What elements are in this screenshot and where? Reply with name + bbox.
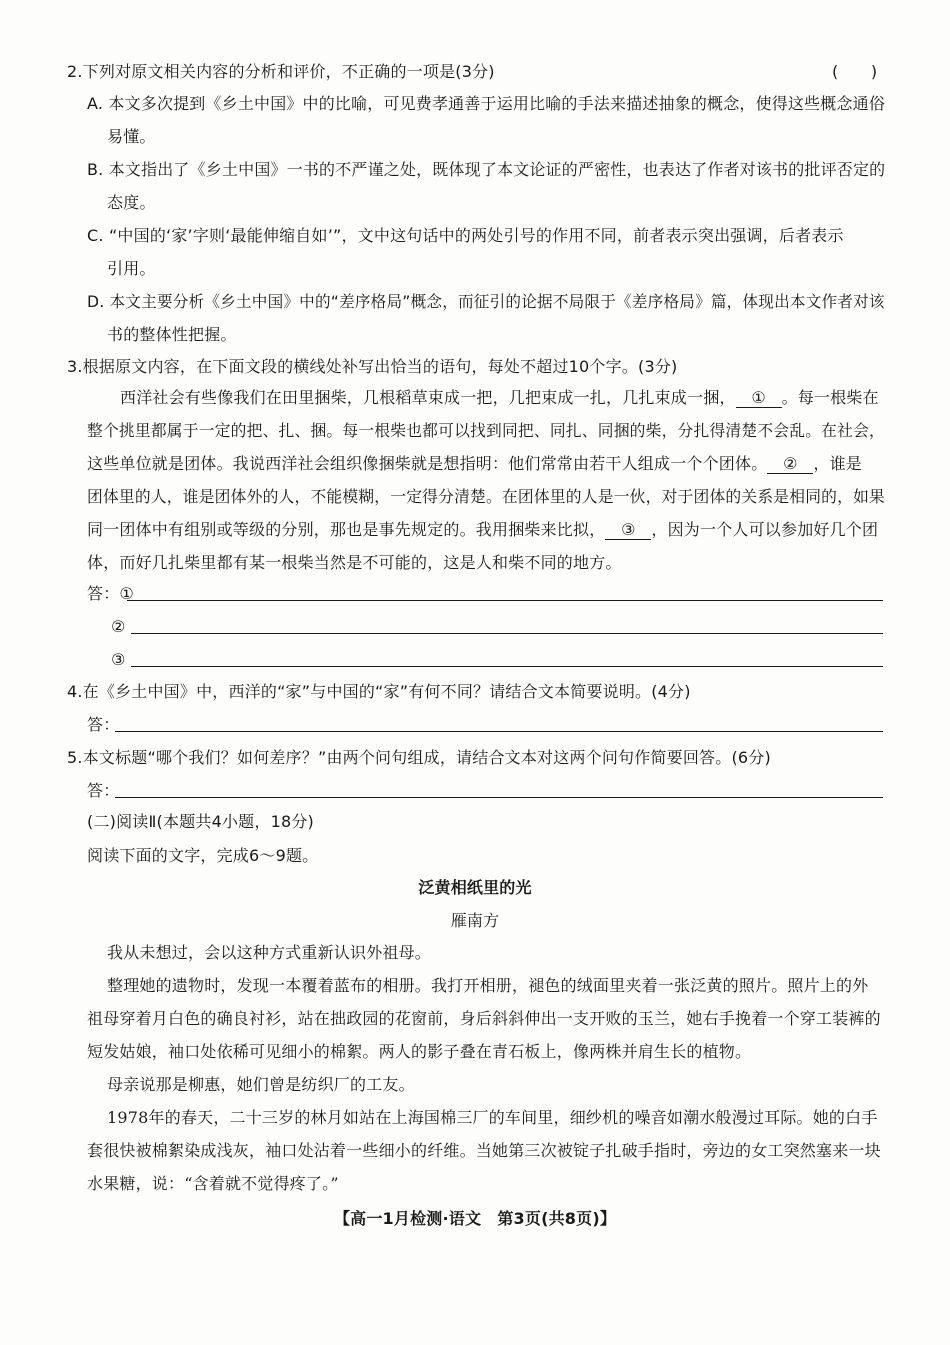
q3-answer-line-1[interactable] (127, 600, 883, 601)
story-paragraph-2-line3: 短发姑娘，袖口处依稀可见细小的棉絮。两人的影子叠在青石板上，像两株并肩生长的植物。 (87, 1042, 752, 1061)
q3-blank-3: ③ (605, 521, 651, 540)
q2-option-d-line1: D. 本文主要分析《乡土中国》中的“差序格局”概念，而征引的论据不局限于《差序格局》篇，体现出本文作者对该 (87, 292, 885, 311)
section-heading: (二)阅读Ⅱ(本题共4小题，18分) (87, 812, 314, 831)
story-paragraph-4-line1: 1978年的春天，二十三岁的林月如站在上海国棉三厂的车间里，细纱机的噪音如潮水般漫过耳际。她的白手 (107, 1108, 878, 1127)
q3-passage-line4: 团体里的人，谁是团体外的人，不能模糊，一定得分清楚。在团体里的人是一伙，对于团体的关系是相同的，如果 (87, 487, 886, 506)
q3-passage-text: 这些单位就是团体。我说西洋社会组织像捆柴就是想指明：他们常常由若干人组成一个个团体。 (87, 454, 768, 473)
q2-option-d-line2: 书的整体性把握。 (107, 325, 237, 344)
q5-answer-label: 答： (87, 781, 120, 800)
q3-passage-line6: 体，而好几扎柴里都有某一根柴当然是不可能的，这是人和柴不同的地方。 (87, 553, 622, 572)
q3-answer-line-2[interactable] (131, 633, 883, 634)
q3-passage-text: ，因为一个人可以参加好几个团 (651, 520, 879, 539)
q3-passage-text: 西洋社会有些像我们在田里捆柴，几根稻草束成一把，几把束成一扎，几扎束成一捆， (120, 388, 736, 407)
q3-passage-line5 (87, 519, 878, 541)
q3-blank-2: ② (767, 455, 813, 474)
q2-option-b-line2: 态度。 (107, 193, 156, 212)
q2-stem: 2.下列对原文相关内容的分析和评价，不正确的一项是(3分) (67, 62, 495, 81)
q2-option-a-line2: 易懂。 (107, 127, 156, 146)
q3-passage-text: 。每一根柴在 (781, 388, 879, 407)
story-paragraph-2-line1: 整理她的遗物时，发现一本覆着蓝布的相册。我打开相册，褪色的绒面里夹着一张泛黄的照片。照片上的外 (107, 976, 869, 995)
q2-option-a-line1: A. 本文多次提到《乡土中国》中的比喻，可见费孝通善于运用比喻的手法来描述抽象的概念，使得这些概念通俗 (87, 94, 886, 113)
q3-answer-label: 答：① (87, 584, 134, 603)
story-paragraph-3: 母亲说那是柳惠，她们曾是纺织厂的工友。 (107, 1075, 415, 1094)
q3-passage-line3 (87, 453, 862, 475)
q5-stem: 5.本文标题“哪个我们？如何差序？”由两个问句组成，请结合文本对这两个问句作简要回答。(6分) (67, 748, 771, 767)
q3-answer-number-2: ② (111, 617, 126, 636)
q2-option-c-line1: C. “中国的‘家’字则‘最能伸缩自如’”，文中这句话中的两处引号的作用不同，前者表示突出强调，后者表示 (87, 226, 844, 245)
q4-answer-line[interactable] (115, 731, 883, 732)
q3-passage-line1 (120, 387, 879, 409)
story-paragraph-2-line2: 祖母穿着月白色的确良衬衫，站在拙政园的花窗前，身后斜斜伸出一支开败的玉兰，她右手挽着一个穿工装裤的 (87, 1009, 881, 1028)
story-title: 泛黄相纸里的光 (418, 878, 532, 897)
q4-stem: 4.在《乡土中国》中，西洋的“家”与中国的“家”有何不同？请结合文本简要说明。(4分) (67, 682, 691, 701)
q5-answer-line[interactable] (115, 797, 883, 798)
q3-passage-line2: 整个挑里都属于一定的把、扎、捆。每一根柴也都可以找到同把、同扎、同捆的柴，分扎得清楚不会乱。在社会， (87, 421, 886, 440)
story-paragraph-4-line3: 水果糖，说：“含着就不觉得疼了。” (87, 1174, 339, 1193)
q2-answer-parentheses: ( ) (832, 62, 878, 81)
q3-answer-line-3[interactable] (131, 666, 883, 667)
q3-stem: 3.根据原文内容，在下面文段的横线处补写出恰当的语句，每处不超过10个字。(3分) (67, 357, 678, 376)
q2-option-c-line2: 引用。 (107, 259, 156, 278)
story-paragraph-1: 我从未想过，会以这种方式重新认识外祖母。 (107, 943, 432, 962)
story-paragraph-4-line2: 套很快被棉絮染成浅灰，袖口处沾着一些细小的纤维。当她第三次被锭子扎破手指时，旁边的女工突然塞来一块 (87, 1141, 881, 1160)
q3-passage-text: 同一团体中有组别或等级的分别，那也是事先规定的。我用捆柴来比拟， (87, 520, 606, 539)
q3-passage-text: ，谁是 (813, 454, 863, 473)
q4-answer-label: 答： (87, 715, 120, 734)
q3-blank-1: ① (736, 389, 782, 408)
story-author: 雁南方 (450, 911, 500, 930)
page-footer: 【高一1月检测·语文 第3页(共8页)】 (333, 1209, 617, 1228)
q3-answer-number-3: ③ (111, 650, 126, 669)
q2-option-b-line1: B. 本文指出了《乡土中国》一书的不严谨之处，既体现了本文论证的严密性，也表达了作者对该书的批评否定的 (87, 160, 886, 179)
section-instruction: 阅读下面的文字，完成6～9题。 (87, 846, 319, 865)
q3-answer-number-1: ① (119, 584, 134, 603)
